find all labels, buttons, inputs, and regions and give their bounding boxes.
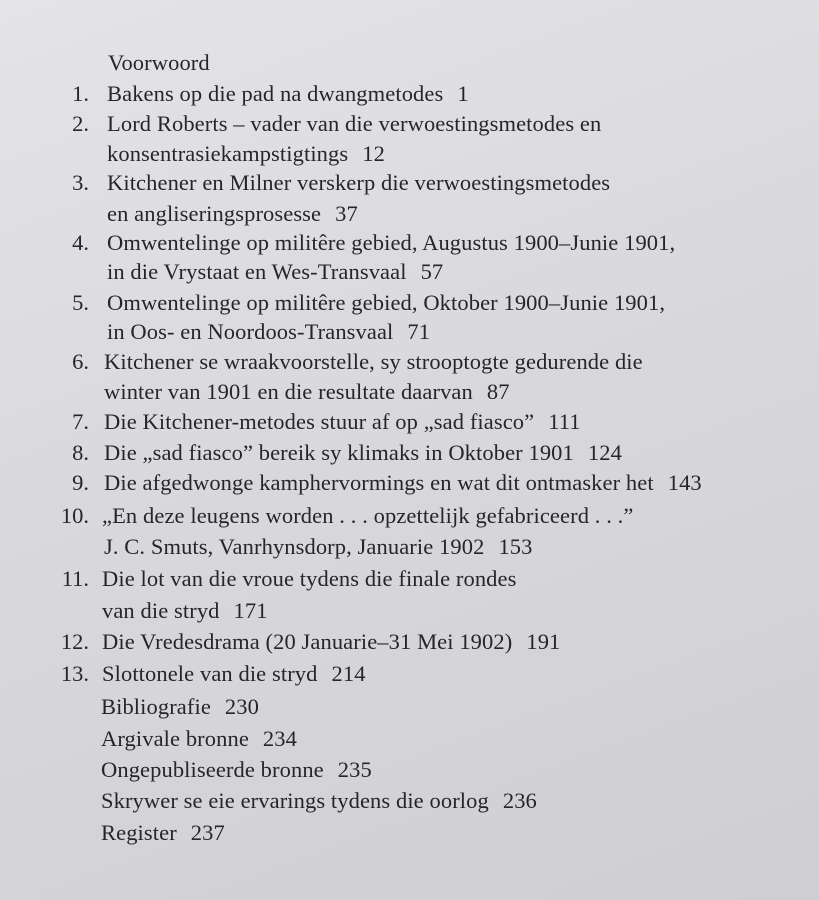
toc-entry-page: 1	[457, 81, 469, 106]
toc-entry-number: 11.	[61, 566, 89, 591]
toc-entry-page: 37	[335, 201, 358, 226]
toc-entry-title: Slottonele van die stryd	[102, 661, 318, 686]
toc-entry-title: Kitchener se wraakvoorstelle, sy strooptogte gedurende die	[104, 349, 643, 374]
toc-back-matter-page: 237	[190, 820, 225, 845]
toc-entry-number: 3.	[72, 170, 89, 195]
toc-entry-page: 124	[587, 440, 622, 465]
toc-entry-title-cont: en angliseringsprosesse	[107, 201, 322, 226]
toc-entry-title: Die afgedwonge kamphervormings en wat dit ontmasker het	[104, 470, 654, 495]
toc-entry-page: 57	[420, 259, 444, 284]
toc-entry-title: Die Vredesdrama (20 Januarie–31 Mei 1902)	[102, 629, 513, 654]
toc-entry-number: 10.	[60, 503, 89, 528]
toc-entry	[104, 411, 581, 434]
toc-entry-number: 8.	[72, 440, 89, 465]
toc-entry-number: 7.	[72, 409, 89, 434]
toc-entry-page: 111	[548, 409, 581, 434]
toc-entry	[102, 600, 268, 623]
toc-entry-page: 143	[667, 470, 702, 495]
toc-entry-title: Omwentelinge op militêre gebied, Augustus 1900–Junie 1901,	[107, 230, 676, 255]
toc-entry	[107, 143, 385, 166]
toc-back-matter	[101, 728, 297, 751]
toc-entry-number: 2.	[72, 111, 89, 136]
toc-entry	[104, 381, 510, 404]
toc-entry-page: 12	[362, 141, 385, 166]
toc-entry-title: Die lot van die vroue tydens die finale rondes	[102, 566, 517, 591]
toc-entry-title-cont: in die Vrystaat en Wes-Transvaal	[107, 259, 407, 284]
toc-entry-title: Die Kitchener-metodes stuur af op „sad fiasco”	[104, 409, 535, 434]
toc-back-matter-label: Bibliografie	[101, 694, 211, 719]
toc-back-matter-label: Register	[101, 820, 177, 845]
toc-entry-page: 87	[486, 379, 510, 404]
toc-back-matter	[101, 759, 372, 782]
toc-entry-title: Kitchener en Milner verskerp die verwoestingsmetodes	[107, 170, 611, 195]
toc-entry-page: 171	[233, 598, 268, 623]
toc-entry-title-cont: van die stryd	[102, 598, 220, 623]
toc-back-matter-page: 236	[502, 788, 537, 813]
toc-back-matter-label: Ongepubliseerde bronne	[101, 757, 324, 782]
toc-entry	[102, 631, 560, 654]
toc-back-matter-label: Argivale bronne	[101, 726, 249, 751]
toc-back-matter-page: 235	[337, 757, 372, 782]
toc-entry-number: 6.	[72, 349, 89, 374]
toc-entry	[104, 472, 702, 495]
toc-entry	[104, 536, 533, 559]
toc-entry-title: „En deze leugens worden . . . opzettelijk gefabriceerd . . .”	[102, 503, 634, 528]
toc-entry-title-cont: konsentrasiekampstigtings	[107, 141, 349, 166]
toc-entry-page: 191	[526, 629, 561, 654]
toc-entry	[107, 83, 469, 106]
toc-entry	[102, 663, 366, 686]
toc-entry-page: 71	[407, 319, 431, 344]
toc-entry-number: 9.	[72, 470, 89, 495]
toc-entry-number: 13.	[60, 661, 89, 686]
toc-back-matter	[101, 790, 537, 813]
toc-entry-title: Die „sad fiasco” bereik sy klimaks in Oktober 1901	[104, 440, 574, 465]
toc-back-matter	[101, 822, 225, 845]
toc-back-matter-page: 230	[224, 694, 259, 719]
toc-entry-title: Lord Roberts – vader van die verwoestingsmetodes en	[107, 111, 602, 136]
toc-entry-page: 153	[498, 534, 533, 559]
toc-entry-title-cont: winter van 1901 en die resultate daarvan	[104, 379, 473, 404]
toc-entry-page: 214	[331, 661, 366, 686]
toc-entry-title-cont: J. C. Smuts, Vanrhynsdorp, Januarie 1902	[104, 534, 485, 559]
toc-back-matter-label: Skrywer se eie ervarings tydens die oorlog	[101, 788, 489, 813]
toc-entry-title: Bakens op die pad na dwangmetodes	[107, 81, 444, 106]
toc-entry-title: Omwentelinge op militêre gebied, Oktober 1900–Junie 1901,	[107, 290, 666, 315]
toc-entry-number: 5.	[72, 290, 89, 315]
toc-back-matter-page: 234	[262, 726, 297, 751]
toc-entry	[107, 203, 358, 226]
toc-back-matter	[101, 696, 259, 719]
toc-entry	[107, 321, 430, 344]
toc-entry	[107, 261, 443, 284]
toc-entry-number: 1.	[72, 81, 89, 106]
toc-entry	[104, 442, 622, 465]
toc-entry-number: 4.	[72, 230, 89, 255]
toc-entry-title-cont: in Oos- en Noordoos-Transvaal	[107, 319, 394, 344]
toc-entry-number: 12.	[60, 629, 89, 654]
toc-voorwoord: Voorwoord	[108, 50, 210, 75]
